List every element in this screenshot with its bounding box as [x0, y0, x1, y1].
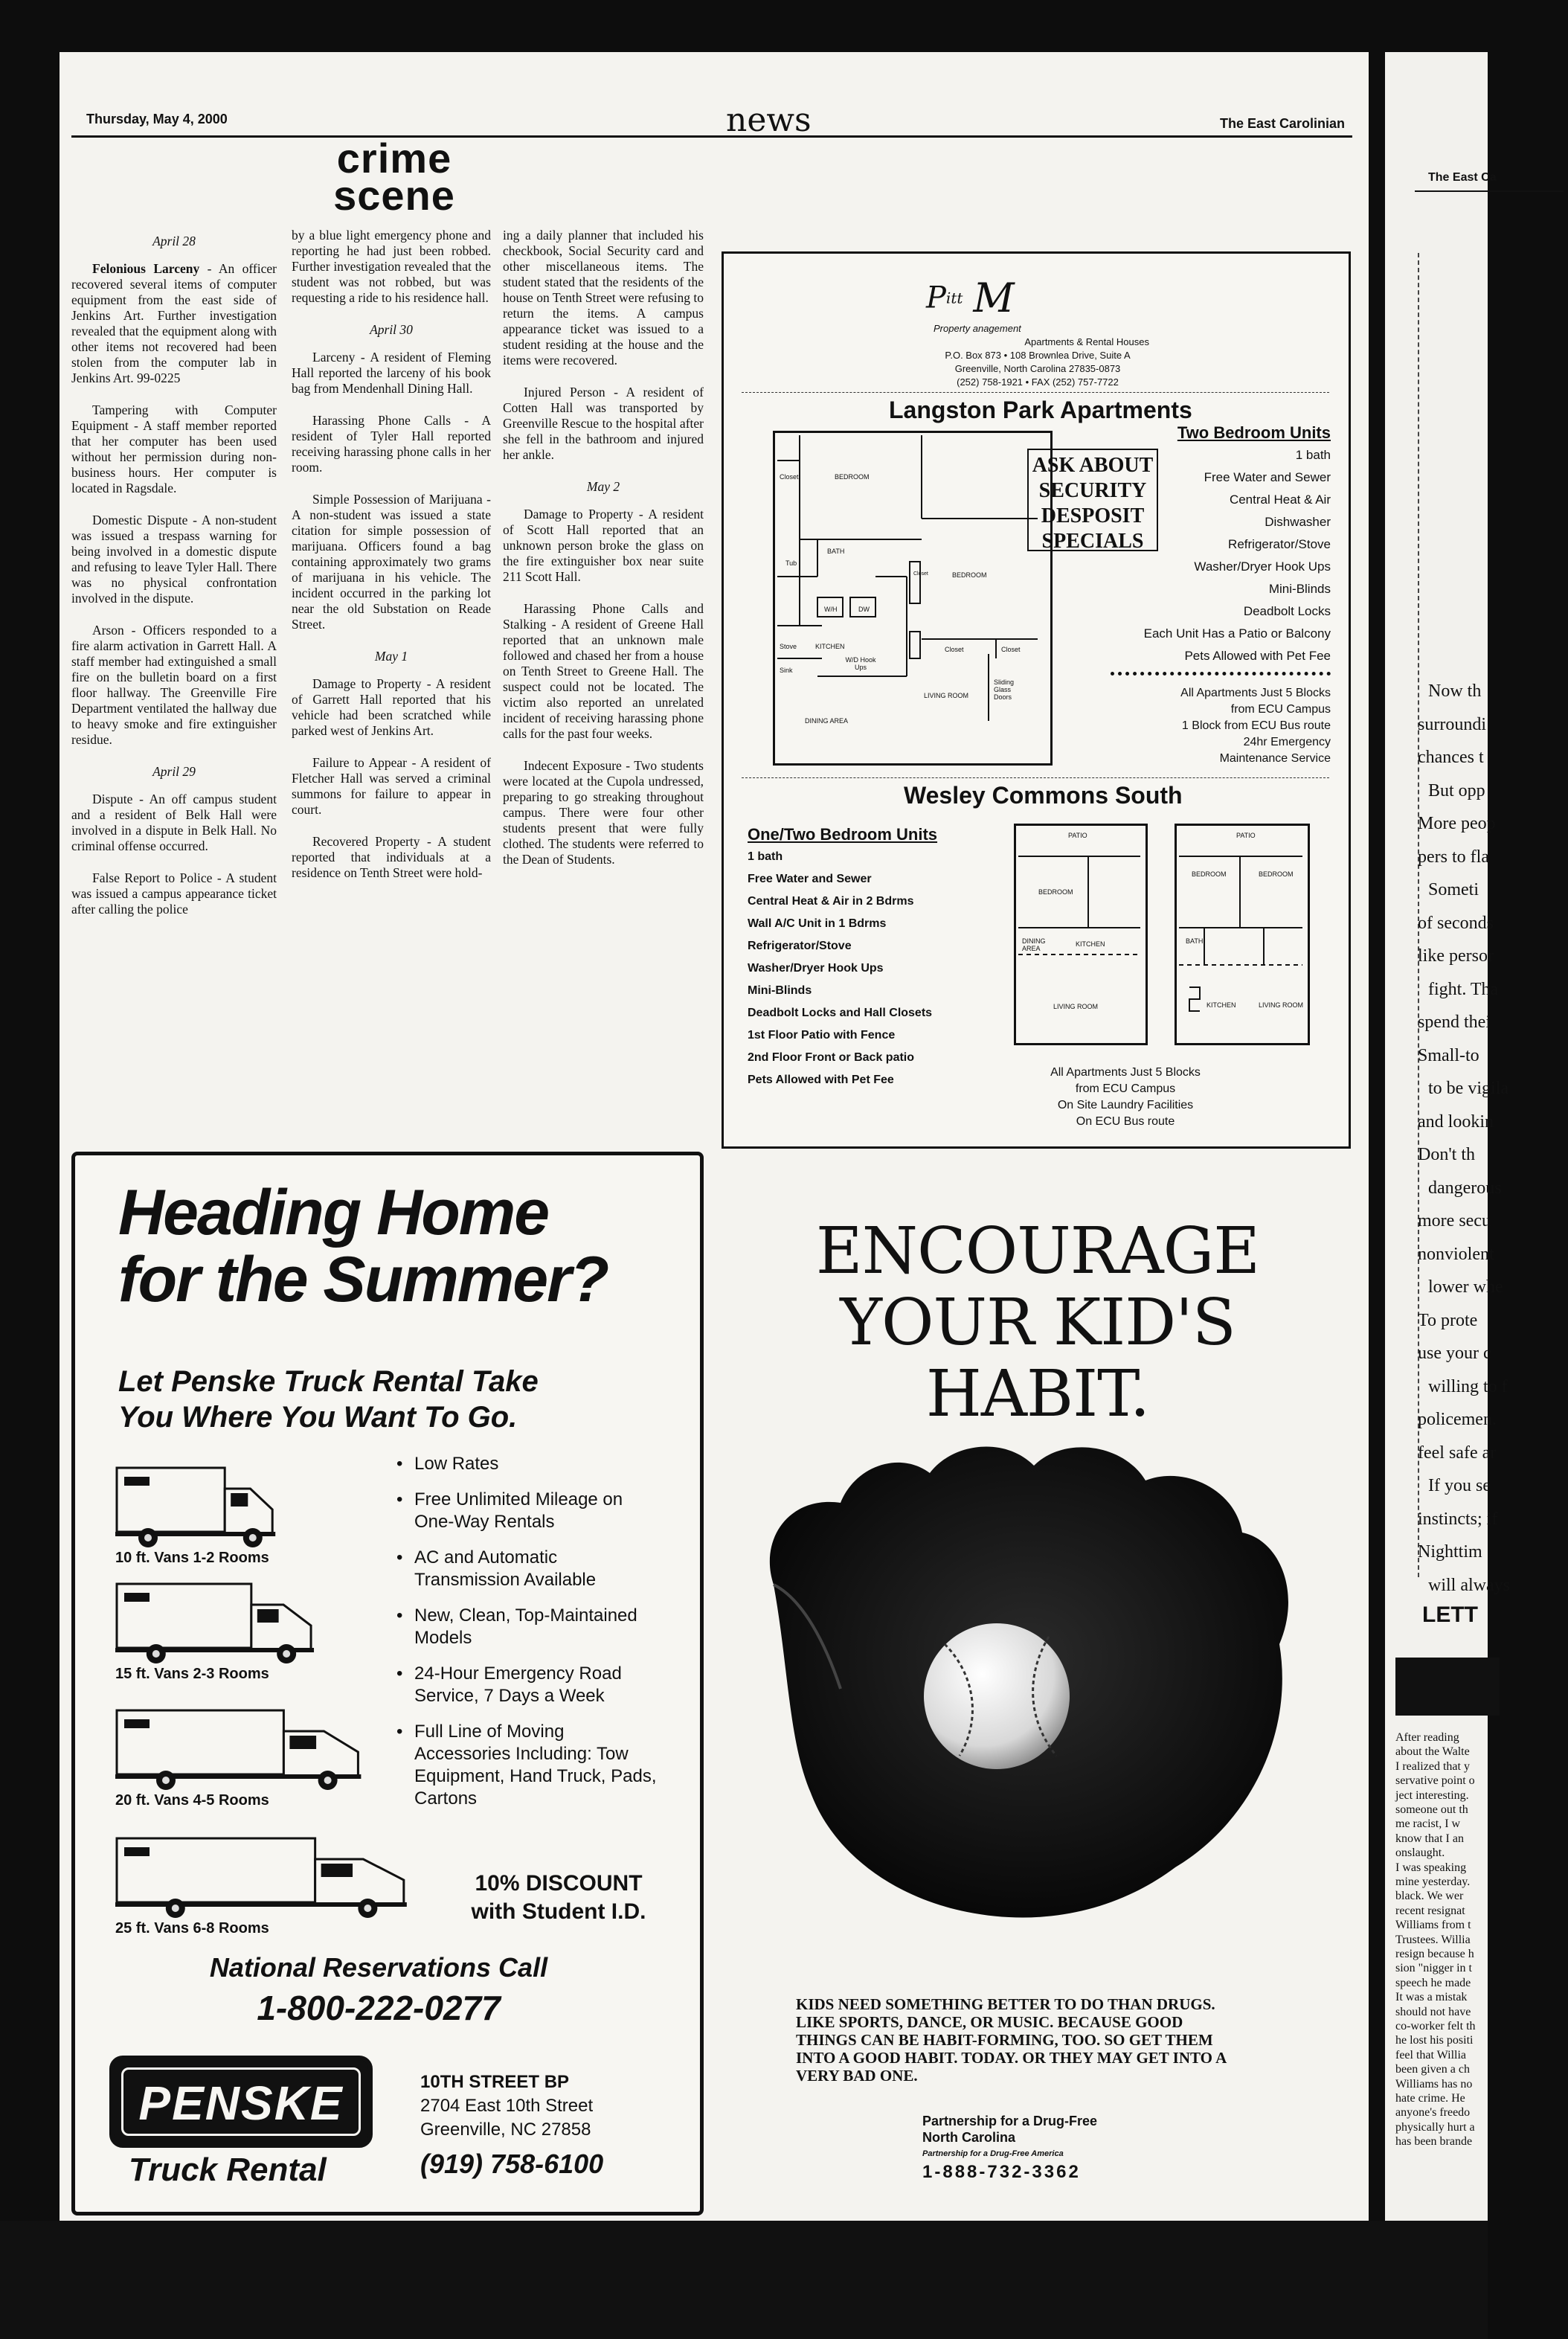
- adjacent-text-line: Someti: [1428, 880, 1479, 899]
- room-label: BEDROOM: [1192, 870, 1227, 878]
- feature-item: Mini-Blinds: [1268, 582, 1331, 596]
- truck-size-label: 20 ft. Vans 4-5 Rooms: [115, 1792, 269, 1809]
- room-label: W/D Hook Ups: [845, 656, 876, 671]
- adjacent-letter-line: mine yesterday.: [1395, 1876, 1471, 1888]
- crime-report: Damage to Property - A resident of Garrett Hall reported that his vehicle had been scratched while parked west of Jenkins Art.: [292, 676, 491, 738]
- location-line: On Site Laundry Facilities: [1057, 1099, 1194, 1111]
- adjacent-letter-line: know that I an: [1395, 1832, 1464, 1845]
- headline-line: Heading Home: [118, 1177, 549, 1248]
- crime-report: Tampering with Computer Equipment - A staff member reported that her computer has been used without her permission during non-business hours. Her computer is located in Ragsdale.: [71, 402, 277, 495]
- location-line: On ECU Bus route: [1076, 1115, 1175, 1128]
- adjacent-letter-line: Williams from t: [1395, 1919, 1471, 1932]
- room-label: LIVING ROOM: [1053, 1003, 1099, 1010]
- adjacent-text-line: But opp: [1428, 780, 1485, 800]
- room-label: Sliding Glass Doors: [994, 678, 1015, 701]
- adjacent-page: [1385, 52, 1510, 2254]
- national-reservations: National Reservations Call: [209, 1952, 548, 1983]
- adjacent-text-line: use your c: [1418, 1344, 1491, 1363]
- adjacent-text-line: Now th: [1428, 681, 1482, 701]
- room-label: Closet: [945, 646, 964, 653]
- crime-column-1: [71, 223, 277, 934]
- scan-border: [0, 2221, 1488, 2339]
- habit-headline: [729, 1216, 1346, 1430]
- room-label: Closet: [913, 571, 928, 577]
- divider: [742, 392, 1329, 393]
- discount-line: 10% DISCOUNT: [475, 1871, 643, 1896]
- adjacent-text-line: Don't th: [1418, 1145, 1475, 1164]
- room-label: Tub: [785, 559, 797, 567]
- adjacent-black-bar: [1395, 1658, 1500, 1716]
- units-heading: Two Bedroom Units: [1177, 423, 1331, 442]
- room-label: BEDROOM: [1259, 870, 1294, 878]
- specials-line: DESPOSIT: [1041, 504, 1145, 527]
- adjacent-letter-line: After reading: [1395, 1731, 1459, 1744]
- wesley-title: Wesley Commons South: [904, 782, 1183, 809]
- specials-line: ASK ABOUT: [1032, 454, 1154, 477]
- dealer-name: 10TH STREET BP: [420, 2072, 570, 2092]
- baseball-glove-image: [729, 1421, 1339, 1971]
- issue-date: Thursday, May 4, 2000: [86, 112, 228, 126]
- pitt-logo-text: Property anagement: [934, 323, 1021, 334]
- headline-line: for the Summer?: [118, 1244, 608, 1315]
- org-phone: 1-888-732-3362: [922, 2162, 1081, 2182]
- feature-item: • AC and Automatic Transmission Available: [396, 1547, 664, 1591]
- adjacent-text-line: If you se: [1428, 1476, 1491, 1495]
- adjacent-letter-line: me racist, I w: [1395, 1817, 1461, 1831]
- adjacent-text-line: more secu: [1418, 1211, 1491, 1231]
- feature-item: • Low Rates: [396, 1453, 664, 1475]
- feature-item: • Full Line of Moving Accessories Including: Tow Equipment, Hand Truck, Pads, Cartons: [396, 1721, 664, 1810]
- crime-report: Failure to Appear - A resident of Fletcher Hall was served a criminal summons for failure to appear in court.: [292, 755, 491, 817]
- adjacent-text-line: will always: [1428, 1575, 1510, 1595]
- feature-item: • 24-Hour Emergency Road Service, 7 Days a Week: [396, 1663, 664, 1707]
- room-label: DINING AREA: [1022, 937, 1046, 952]
- pitt-tagline: Apartments & Rental Houses: [1024, 336, 1149, 347]
- adjacent-letter-line: has been brande: [1395, 2135, 1473, 2149]
- adjacent-text-line: nonviolent: [1418, 1244, 1494, 1264]
- langston-title: Langston Park Apartments: [889, 397, 1192, 423]
- adjacent-letter-line: been given a ch: [1395, 2063, 1470, 2076]
- habit-headline-line: YOUR KID'S HABIT.: [840, 1286, 1236, 1431]
- room-label: Sink: [780, 667, 793, 674]
- location-line: All Apartments Just 5 Blocks: [1050, 1066, 1201, 1079]
- org-line: Partnership for a Drug-Free America: [922, 2149, 1064, 2158]
- dealer-phone: (919) 758-6100: [420, 2149, 604, 2179]
- room-label: DW: [858, 606, 870, 613]
- feature-item: Pets Allowed with Pet Fee: [748, 1074, 894, 1086]
- crime-report: Harassing Phone Calls and Stalking - A resident of Greene Hall reported that an unknown male followed and chased her from a house on Tenth Street to Greene Hall. The suspect could not be located. The victim also reported an unrelated incident of receiving harassing phone calls for the past four weeks.: [503, 601, 704, 741]
- report-type: Felonious Larceny: [92, 261, 200, 276]
- adjacent-header-rule: [1415, 190, 1564, 192]
- adjacent-text-line: and lookin: [1418, 1111, 1494, 1132]
- pitt-property-ad: [722, 251, 1351, 1149]
- feature-item: 2nd Floor Front or Back patio: [748, 1051, 915, 1064]
- feature-item: Each Unit Has a Patio or Balcony: [1143, 626, 1331, 641]
- location-line: from ECU Campus: [1075, 1082, 1176, 1095]
- crime-title-line1: crime: [336, 135, 452, 182]
- crime-report: Domestic Dispute - A non-student was issued a trespass warning for being involved in a domestic dispute and refusing to leave Tyler Hall. There was no physical confrontation involved in the dispute.: [71, 513, 277, 606]
- room-label: PATIO: [1236, 832, 1256, 839]
- date-heading: April 29: [152, 764, 196, 779]
- pitt-logo: Pitt M: [926, 275, 1015, 321]
- crime-report: Harassing Phone Calls - A resident of Tyler Hall reported receiving harassing phone calls in her room.: [292, 413, 491, 475]
- adjacent-letter-line: he lost his positi: [1395, 2034, 1474, 2047]
- date-heading: May 2: [586, 479, 620, 494]
- adjacent-letter-line: sion "nigger in t: [1395, 1962, 1472, 1975]
- room-label: LIVING ROOM: [1259, 1001, 1304, 1009]
- feature-item: Central Heat & Air: [1229, 492, 1331, 507]
- adjacent-letter-line: black. We wer: [1395, 1890, 1464, 1903]
- location-line: Maintenance Service: [1219, 752, 1331, 765]
- truck-size-label: 15 ft. Vans 2-3 Rooms: [115, 1666, 269, 1682]
- feature-item: Deadbolt Locks and Hall Closets: [748, 1007, 933, 1019]
- location-line: from ECU Campus: [1230, 703, 1331, 716]
- feature-item: • Free Unlimited Mileage on One-Way Rentals: [396, 1489, 664, 1533]
- address-line: P.O. Box 873 • 108 Brownlea Drive, Suite A: [945, 350, 1131, 361]
- room-label: LIVING ROOM: [924, 692, 969, 699]
- truck-item: [115, 1706, 376, 1809]
- adjacent-letter-line: feel that Willia: [1395, 2048, 1467, 2062]
- org-line: Partnership for a Drug-Free: [922, 2114, 1098, 2128]
- crime-report: Injured Person - A resident of Cotten Hall was transported by Greenville Rescue to the hospital after she fell in the bathroom and injured her ankle.: [503, 385, 704, 462]
- adjacent-text-line: surroundi: [1418, 714, 1486, 734]
- wesley-floor-plan-2: [1175, 824, 1310, 1045]
- truck-size-label: 10 ft. Vans 1-2 Rooms: [115, 1550, 269, 1566]
- security-deposit-specials: [1027, 449, 1158, 551]
- adjacent-text-line: To prote: [1418, 1310, 1478, 1330]
- crime-column-3: [503, 228, 704, 884]
- feature-item: Washer/Dryer Hook Ups: [748, 962, 884, 975]
- crime-report: Indecent Exposure - Two students were located at the Cupola undressed, preparing to go streaking throughout campus. There were four other students present that were fully clothed. The students were referred to the Dean of Students.: [503, 758, 704, 867]
- adjacent-text-line: dangerous: [1428, 1178, 1502, 1198]
- adjacent-text-line: policemen.: [1418, 1410, 1497, 1429]
- feature-item: Wall A/C Unit in 1 Bdrms: [748, 917, 887, 930]
- subhead-line: You Where You Want To Go.: [118, 1401, 518, 1434]
- adjacent-text-line: like persor: [1418, 946, 1494, 966]
- crime-report: Larceny - A resident of Fleming Hall reported the larceny of his book bag from Mendenhall Dining Hall.: [292, 350, 491, 396]
- crime-report: Arson - Officers responded to a fire alarm activation in Garrett Hall. A staff member had extinguished a small fire on the bulletin board on a first floor hallway. The Greenville Fire Department ventilated the hallway due to heavy smoke and fire extinguisher residue.: [71, 623, 277, 747]
- adjacent-text-line: fight. Tha: [1428, 979, 1499, 999]
- adjacent-letter-line: hate crime. He: [1395, 2092, 1465, 2105]
- truck-size-label: 25 ft. Vans 6-8 Rooms: [115, 1920, 269, 1937]
- truck-icon: [115, 1834, 423, 1923]
- paper-name: The East Carolinian: [1219, 116, 1345, 131]
- adjacent-text-line: chances t: [1418, 748, 1484, 767]
- location-line: 1 Block from ECU Bus route: [1181, 719, 1331, 732]
- dealer-city: Greenville, NC 27858: [420, 2120, 591, 2140]
- pitt-address: [926, 322, 1149, 389]
- feature-item: Central Heat & Air in 2 Bdrms: [748, 895, 914, 908]
- penske-logo: [109, 2056, 373, 2148]
- room-label: PATIO: [1068, 832, 1087, 839]
- truck-icon: [115, 1463, 286, 1553]
- date-heading: May 1: [374, 649, 408, 664]
- feature-item: 1 bath: [1295, 448, 1331, 462]
- adjacent-letter-line: Trustees. Willia: [1395, 1933, 1471, 1946]
- adjacent-letter-line: should not have: [1395, 2005, 1471, 2018]
- crime-title-line2: scene: [333, 172, 455, 219]
- crime-report: Recovered Property - A student reported that individuals at a residence on Tenth Street were hold-: [292, 834, 491, 880]
- adjacent-text-line: Small-to: [1418, 1045, 1479, 1065]
- feature-item: 1st Floor Patio with Fence: [748, 1029, 896, 1042]
- feature-item: 1 bath: [748, 850, 783, 863]
- penske-logo-text: PENSKE: [121, 2067, 361, 2136]
- room-label: BATH: [1186, 937, 1204, 945]
- habit-body: KIDS NEED SOMETHING BETTER TO DO THAN DRUGS. LIKE SPORTS, DANCE, OR MUSIC. BECAUSE GOOD THINGS CAN BE HABIT-FORMING, TOO. SO GET THEM INTO A GOOD HABIT. TODAY. OR THEY MAY GET INTO A VERY BAD ONE.: [796, 1995, 1227, 2085]
- adjacent-text-line: feel safe ar: [1418, 1443, 1497, 1463]
- national-phone: 1-800-222-0277: [257, 1989, 501, 2027]
- adjacent-text-line: lower whe: [1428, 1277, 1503, 1297]
- adjacent-letter-line: recent resignat: [1395, 1904, 1465, 1917]
- room-label: BEDROOM: [952, 571, 987, 579]
- adjacent-letter-line: speech he made: [1395, 1976, 1471, 1989]
- wesley-floor-plan-1: [1014, 824, 1148, 1045]
- wesley-features: [748, 824, 971, 1091]
- truck-item: [115, 1579, 327, 1682]
- room-label: Stove: [780, 643, 797, 650]
- discount-line: with Student I.D.: [471, 1899, 646, 1924]
- adjacent-text-line: instincts; if: [1418, 1509, 1498, 1529]
- feature-item: Mini-Blinds: [748, 984, 812, 997]
- truck-icon: [115, 1579, 327, 1669]
- room-label: KITCHEN: [1076, 940, 1105, 948]
- adjacent-text-line: to be vigila: [1428, 1079, 1508, 1098]
- feature-item: Free Water and Sewer: [1204, 470, 1331, 484]
- crime-scene-title: [298, 135, 491, 219]
- penske-features: [396, 1453, 664, 1823]
- adjacent-letter-line: I was speaking: [1395, 1861, 1467, 1874]
- adjacent-text-line: More peop: [1418, 814, 1496, 833]
- crime-report: Felonious Larceny - An officer recovered several items of computer equipment from the east side of Jenkins Art. Further investigation revealed that the equipment along with other items not recovered had been stolen from the computer lab in Jenkins Art. 99-0225: [71, 261, 277, 385]
- date-heading: April 30: [370, 322, 413, 337]
- adjacent-text-line: Nighttim: [1418, 1542, 1482, 1562]
- adjacent-letter-line: servative point o: [1395, 1774, 1475, 1788]
- adjacent-letter-line: onslaught.: [1395, 1847, 1445, 1860]
- page-header: [71, 101, 1352, 139]
- feature-item: Pets Allowed with Pet Fee: [1184, 649, 1331, 663]
- adjacent-text-line: willing to f: [1428, 1376, 1508, 1396]
- wesley-location: [1014, 1065, 1237, 1130]
- address-line: Greenville, North Carolina 27835-0873: [954, 363, 1121, 374]
- room-label: DINING AREA: [805, 717, 849, 725]
- adjacent-letter-line: physically hurt a: [1395, 2120, 1475, 2134]
- room-label: KITCHEN: [815, 643, 845, 650]
- crime-report: by a blue light emergency phone and reporting he had just been robbed. Further investigation revealed that the student was not robbed, but was requesting a ride to his residence hall.: [292, 228, 491, 305]
- adjacent-text-line: of seconds: [1418, 913, 1494, 933]
- truck-item: [115, 1834, 423, 1937]
- truck-item: [115, 1463, 286, 1566]
- org-line: North Carolina: [922, 2130, 1016, 2145]
- divider: [742, 777, 1329, 778]
- room-label: BEDROOM: [1038, 888, 1073, 896]
- feature-item: Free Water and Sewer: [748, 873, 872, 885]
- crime-column-2: [292, 228, 491, 897]
- room-label: W/H: [824, 606, 838, 613]
- penske-subhead: [118, 1364, 639, 1435]
- date-heading: April 28: [152, 234, 196, 248]
- adjacent-letter-line: anyone's freedo: [1395, 2106, 1471, 2120]
- adjacent-letter-line: resign because h: [1395, 1948, 1474, 1960]
- langston-features: [1140, 422, 1331, 667]
- adjacent-letter-line: Williams has no: [1395, 2077, 1473, 2091]
- crime-report: False Report to Police - A student was issued a campus appearance ticket after calling the police: [71, 870, 277, 917]
- adjacent-letter-line: someone out th: [1395, 1803, 1468, 1816]
- room-label: KITCHEN: [1206, 1001, 1236, 1009]
- section-name: news: [726, 101, 812, 139]
- langston-floor-plan-drawing: [773, 431, 1048, 761]
- specials-line: SECURITY: [1038, 479, 1147, 502]
- phone-line: (252) 758-1921 • FAX (252) 757-7722: [957, 376, 1119, 388]
- crime-report: ing a daily planner that included his checkbook, Social Security card and other miscellaneous items. The student stated that the residents of the house on Tenth Street were refusing to return the items. A campus appearance ticket was issued to a student residing at the house and the items were recovered.: [503, 228, 704, 368]
- feature-item: • New, Clean, Top-Maintained Models: [396, 1605, 664, 1649]
- adjacent-text-line: spend thei: [1418, 1013, 1491, 1032]
- drug-free-partnership: [922, 2113, 1146, 2183]
- feature-item: Washer/Dryer Hook Ups: [1194, 559, 1331, 574]
- dealer-address: [420, 2070, 688, 2186]
- subhead-line: Let Penske Truck Rental Take: [118, 1365, 539, 1398]
- specials-line: SPECIALS: [1041, 530, 1144, 553]
- penske-headline: [118, 1179, 698, 1313]
- room-label: BEDROOM: [835, 473, 870, 481]
- adjacent-header: The East Ca: [1428, 171, 1497, 184]
- langston-location: [1140, 685, 1331, 767]
- adjacent-letter-line: It was a mistak: [1395, 1991, 1468, 2004]
- location-line: 24hr Emergency: [1243, 736, 1331, 748]
- feature-item: Deadbolt Locks: [1243, 604, 1331, 618]
- penske-ad: [71, 1152, 704, 2216]
- feature-item: Refrigerator/Stove: [1228, 537, 1331, 551]
- room-label: Closet: [780, 473, 799, 481]
- langston-floor-plan: [773, 431, 1053, 766]
- feature-item: Dishwasher: [1265, 515, 1331, 529]
- truck-rental-label: Truck Rental: [129, 2152, 327, 2188]
- feature-item: Refrigerator/Stove: [748, 940, 852, 952]
- adjacent-letter-line: about the Walte: [1395, 1745, 1470, 1759]
- dealer-street: 2704 East 10th Street: [420, 2096, 594, 2116]
- adjacent-text-line: pers to fla: [1418, 847, 1489, 867]
- units-heading: One/Two Bedroom Units: [748, 825, 938, 844]
- crime-report: Dispute - An off campus student and a resident of Belk Hall were involved in a dispute in Belk Hall. No criminal offense occurred.: [71, 792, 277, 853]
- student-discount: [447, 1870, 670, 1926]
- adjacent-letters-heading: LETT: [1422, 1602, 1478, 1627]
- crime-report: Damage to Property - A resident of Scott Hall reported that an unknown person broke the glass on the fire extinguisher box near suite 211 Scott Hall.: [503, 507, 704, 584]
- crime-report: Simple Possession of Marijuana - A non-student was issued a state citation for simple possession of marijuana. Officers found a bag containing approximately two grams of marijuana in his vehicle. The incident occurred in the parking lot near the old Substation on Reade Street.: [292, 492, 491, 632]
- adjacent-letter-line: I realized that y: [1395, 1759, 1470, 1773]
- adjacent-letter-line: ject interesting.: [1395, 1788, 1469, 1802]
- room-label: BATH: [827, 548, 845, 555]
- dotted-divider: [1111, 672, 1331, 676]
- truck-icon: [115, 1706, 376, 1795]
- adjacent-letter-line: co-worker felt th: [1395, 2020, 1476, 2032]
- room-label: Closet: [1001, 646, 1021, 653]
- habit-headline-line: ENCOURAGE: [815, 1214, 1260, 1289]
- location-line: All Apartments Just 5 Blocks: [1180, 687, 1331, 699]
